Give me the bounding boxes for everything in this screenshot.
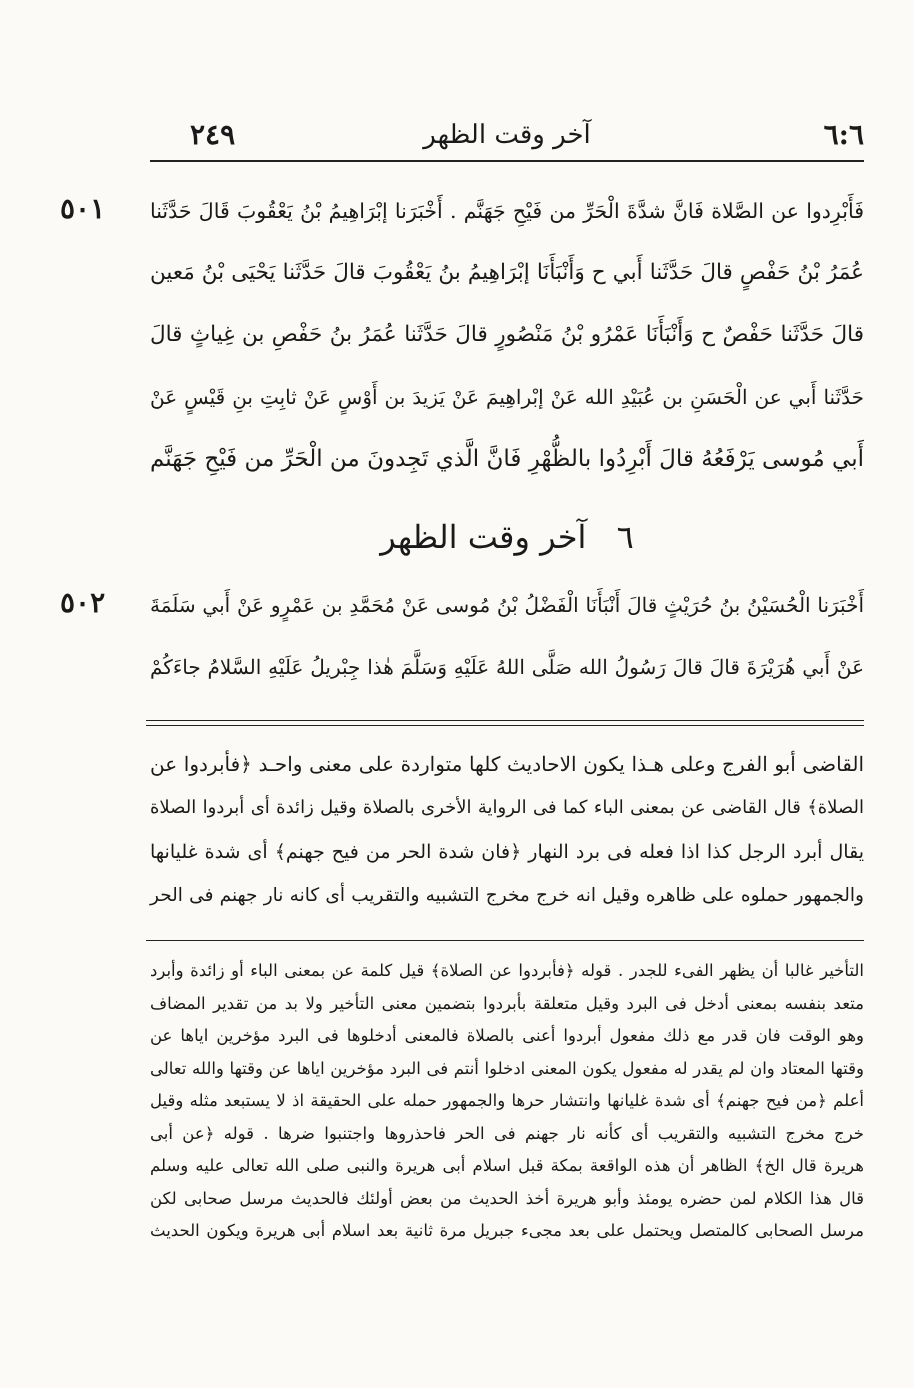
commentary-rule-bottom	[146, 725, 864, 726]
footnotes-section	[150, 955, 864, 1248]
text-line: قالَ حَدَّثَنا حَفْصٌ ح وَأَنْبَأَنَا عَمْرُو بْنُ مَنْصُورٍ قالَ حَدَّثَنا عُمَرُ بنُ حَفْصِ بن غِياثٍ قالَ	[150, 322, 864, 347]
chapter-title: آخر وقت الظهر	[380, 518, 587, 556]
footnote-line: أعلم ﴿من فيح جهنم﴾ أى شدة غليانها وانتشار حرها والجمهور حمله على الحقيقة اذ لا يستبعد مثله وقيل	[150, 1091, 864, 1110]
text-line: فَأَبْرِدوا عن الصَّلاة فَانَّ شدَّةَ الْحَرِّ من فَيْحِ جَهَنَّم . أَخْبَرَنا إبْرَاهِيمُ بْنُ يَعْقُوبَ قَالَ حَدَّثَنا	[150, 199, 864, 223]
hadith-number-502: ٥٠٢	[60, 586, 106, 619]
running-title: آخر وقت الظهر	[423, 120, 591, 150]
hadith-502-text	[150, 574, 864, 698]
footnote-line: وهو الوقت فان قدر مع ذلك مفعول أبردوا أعنى بالصلاة فالمعنى أدخلوها فى البرد مؤخرين اياها عن	[150, 1026, 864, 1045]
footnote-line: متعد بنفسه بمعنى أدخل فى البرد وقيل متعلقة بأبردوا بتضمين معنى التأخير ولا بد من تقدير المضاف	[150, 993, 864, 1013]
page-header	[150, 118, 864, 158]
volume-chapter-reference: ٦:٦	[823, 118, 864, 151]
header-rule	[150, 160, 864, 162]
chapter-heading	[150, 518, 864, 556]
text-line: عَنْ أَبي هُرَيْرَةَ قالَ قالَ رَسُولُ الله صَلَّى اللهُ عَلَيْهِ وَسَلَّمَ هٰذا جِبْريلُ عَلَيْهِ السَّلامُ جاءَكُمْ	[150, 655, 864, 679]
page-number: ٢٤٩	[190, 118, 236, 151]
commentary-line: والجمهور حملوه على ظاهره وقيل انه خرج مخرج التشبيه والتقريب أى كانه نار جهنم فى الحر	[150, 885, 864, 906]
footnote-line: خرج مخرج التشبيه والتقريب أى كأنه نار جهنم فى الحر فاحذروها واجتنبوا ضرها . قوله ﴿عن أبى	[150, 1123, 864, 1143]
commentary-line: يقال أبرد الرجل كذا اذا فعله فى برد النهار ﴿فان شدة الحر من فيح جهنم﴾ أى شدة غليانها	[150, 841, 864, 863]
footnote-line: مرسل الصحابى كالمتصل ويحتمل على بعد مجىء جبريل مرة ثانية بعد اسلام أبى هريرة ويكون الحديث	[150, 1221, 864, 1240]
text-line: عُمَرُ بْنُ حَفْصٍ قالَ حَدَّثَنا أَبي ح وَأَنْبَأَنَا إبْرَاهِيمُ بنُ يَعْقُوبَ قالَ حَدَّثَنا يَحْيَى بْنُ مَعين	[150, 260, 864, 285]
hadith-number-501: ٥٠١	[60, 192, 106, 225]
commentary-section	[150, 742, 864, 918]
chapter-number: ٦	[616, 518, 634, 556]
footnote-line: قال هذا الكلام لمن حضره يومئذ وأبو هريرة أخذ الحديث من بعض أولئك فالحديث مرسل صحابى لكن	[150, 1188, 864, 1208]
commentary-line: القاضى أبو الفرج وعلى هـذا يكون الاحاديث كلها متواردة على معنى واحـد ﴿فأبردوا عن	[150, 752, 864, 776]
commentary-line: الصلاة﴾ قال القاضى عن بمعنى الباء كما فى الرواية الأخرى بالصلاة وقيل زائدة أى أبردوا الصلاة	[150, 797, 865, 818]
text-line: حَدَّثَنا أَبي عن الْحَسَنِ بن عُبَيْدِ الله عَنْ إبْراهِيمَ عَنْ يَزيدَ بن أَوْسٍ عَنْ ثابِتِ بنِ قَيْسٍ عَنْ	[150, 385, 864, 409]
footnote-line: وقتها المعتاد وان لم يقدر له مفعول يكون المعنى ادخلوا أنتم فى البرد مؤخرين اياها عن وقتها والله تعالى	[150, 1058, 864, 1078]
text-line: أَبي مُوسى يَرْفَعُهُ قالَ أَبْرِدُوا بالظُّهْرِ فَانَّ الَّذي تَجِدونَ من الْحَرِّ من فَيْحِ جَهَنَّم	[150, 446, 864, 472]
footnote-line: هريرة قال الخ﴾ الظاهر أن هذه الواقعة بمكة قبل اسلام أبى هريرة والنبى صلى الله تعالى عليه وسلم	[150, 1156, 864, 1175]
footnote-rule	[146, 940, 864, 941]
hadith-501-text	[150, 180, 864, 490]
commentary-rule-top	[146, 720, 864, 721]
text-line: أَخْبَرَنا الْحُسَيْنُ بنُ حُرَيْثٍ قالَ أَنْبَأَنَا الْفَضْلُ بْنُ مُوسى عَنْ مُحَمَّدِ بن عَمْرٍو عَنْ أَبي سَلَمَةَ	[150, 593, 864, 617]
footnote-line: التأخير غالبا أن يظهر الفىء للجدر . قوله ﴿فأبردوا عن الصلاة﴾ قيل كلمة عن بمعنى الباء أو زائدة وأبرد	[150, 961, 864, 980]
